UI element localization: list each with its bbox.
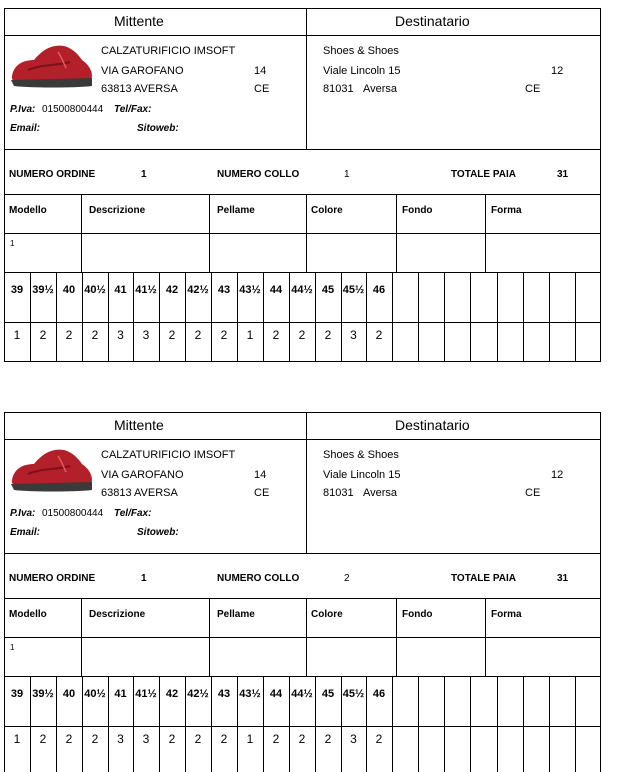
column-fondo: Fondo xyxy=(402,205,433,216)
email-label: Email: xyxy=(10,123,41,134)
quantity-cell: 2 xyxy=(65,328,73,342)
column-forma: Forma xyxy=(491,205,522,216)
column-pellame: Pellame xyxy=(217,205,255,216)
size-cell: 41 xyxy=(114,284,127,296)
quantity-cell: 2 xyxy=(65,732,73,746)
size-cell: 44 xyxy=(269,688,283,700)
column-forma: Forma xyxy=(491,609,522,620)
size-cell: 41½ xyxy=(135,688,157,700)
column-colore: Colore xyxy=(311,205,343,216)
order-number: 1 xyxy=(141,573,147,584)
quantity-cell: 3 xyxy=(142,732,150,746)
piva-value: 01500800444 xyxy=(42,104,104,115)
quantity-cell: 1 xyxy=(13,328,21,342)
size-cell: 39 xyxy=(10,284,24,296)
size-cell: 45½ xyxy=(342,284,365,296)
size-cell: 42 xyxy=(165,688,179,700)
size-cell: 40½ xyxy=(84,284,106,296)
package-label: NUMERO COLLO xyxy=(217,573,300,584)
shipping-label-2 xyxy=(4,412,601,772)
quantity-cell: 3 xyxy=(350,328,357,342)
quantity-cell: 3 xyxy=(142,328,150,342)
sender-province: CE xyxy=(254,487,270,499)
package-number: 2 xyxy=(344,573,350,584)
column-descrizione: Descrizione xyxy=(89,205,146,216)
quantity-cell: 2 xyxy=(39,328,47,342)
size-cell: 43 xyxy=(217,284,231,296)
size-cell: 42½ xyxy=(187,284,209,296)
column-descrizione: Descrizione xyxy=(89,609,146,620)
recipient-city: Aversa xyxy=(363,83,398,95)
sender-header: Mittente xyxy=(114,13,164,29)
size-cell: 43 xyxy=(217,688,231,700)
size-cell: 39½ xyxy=(32,284,54,296)
size-cell: 40½ xyxy=(84,688,106,700)
size-cell: 45 xyxy=(321,284,335,296)
piva-value: 01500800444 xyxy=(42,508,104,519)
recipient-zip: 81031 xyxy=(323,487,354,499)
recipient-name: Shoes & Shoes xyxy=(323,45,399,57)
quantity-cell: 2 xyxy=(298,732,306,746)
column-pellame: Pellame xyxy=(217,609,255,620)
quantity-cell: 2 xyxy=(39,732,47,746)
size-cell: 39½ xyxy=(32,688,54,700)
quantity-cell: 2 xyxy=(194,328,202,342)
sender-company: CALZATURIFICIO IMSOFT xyxy=(101,45,236,57)
size-cell: 45 xyxy=(321,688,335,700)
sender-street-no: 14 xyxy=(254,65,267,77)
quantity-cell: 2 xyxy=(91,328,99,342)
telfax-label: Tel/Fax: xyxy=(114,508,152,519)
sender-header: Mittente xyxy=(114,417,164,433)
sender-street: VIA GAROFANO xyxy=(101,65,184,77)
size-cell: 39 xyxy=(10,688,24,700)
size-cell: 41 xyxy=(114,688,127,700)
email-label: Email: xyxy=(10,527,41,538)
shoe-image xyxy=(8,40,94,96)
size-cell: 46 xyxy=(372,688,386,700)
quantity-cell: 2 xyxy=(168,732,176,746)
total-pairs-value: 31 xyxy=(557,573,569,584)
recipient-header: Destinatario xyxy=(395,417,470,433)
quantity-cell: 2 xyxy=(168,328,176,342)
recipient-street: Viale Lincoln 15 xyxy=(323,469,401,481)
size-cell: 44 xyxy=(269,284,283,296)
sender-street: VIA GAROFANO xyxy=(101,469,184,481)
quantity-cell: 2 xyxy=(91,732,99,746)
quantity-cell: 2 xyxy=(375,328,383,342)
recipient-header: Destinatario xyxy=(395,13,470,29)
size-cell: 43½ xyxy=(239,688,261,700)
size-cell: 44½ xyxy=(291,284,313,296)
size-cell: 42½ xyxy=(187,688,209,700)
sender-zip-city: 63813 AVERSA xyxy=(101,487,178,499)
sender-company: CALZATURIFICIO IMSOFT xyxy=(101,449,236,461)
quantity-cell: 3 xyxy=(117,328,124,342)
shipping-label-1 xyxy=(4,8,601,362)
quantity-cell: 2 xyxy=(272,732,280,746)
size-cell: 41½ xyxy=(135,284,157,296)
size-cell: 40 xyxy=(62,284,76,296)
recipient-zip: 81031 xyxy=(323,83,354,95)
total-pairs-value: 31 xyxy=(557,169,569,180)
size-cell: 44½ xyxy=(291,688,313,700)
quantity-cell: 3 xyxy=(117,732,124,746)
size-cell: 45½ xyxy=(342,688,365,700)
web-label: Sitoweb: xyxy=(137,527,179,538)
sender-zip-city: 63813 AVERSA xyxy=(101,83,178,95)
column-fondo: Fondo xyxy=(402,609,433,620)
recipient-street-no: 12 xyxy=(551,65,564,77)
quantity-cell: 1 xyxy=(246,328,254,342)
size-cell: 40 xyxy=(62,688,76,700)
web-label: Sitoweb: xyxy=(137,123,179,134)
size-cell: 46 xyxy=(372,284,386,296)
quantity-cell: 2 xyxy=(324,732,332,746)
recipient-street-no: 12 xyxy=(551,469,564,481)
quantity-cell: 3 xyxy=(350,732,357,746)
order-label: NUMERO ORDINE xyxy=(9,169,96,180)
quantity-cell: 2 xyxy=(324,328,332,342)
recipient-province: CE xyxy=(525,487,541,499)
quantity-cell: 2 xyxy=(375,732,383,746)
quantity-cell: 2 xyxy=(272,328,280,342)
order-label: NUMERO ORDINE xyxy=(9,573,96,584)
sender-province: CE xyxy=(254,83,270,95)
quantity-cell: 1 xyxy=(13,732,21,746)
size-cell: 43½ xyxy=(239,284,261,296)
shoe-image xyxy=(8,444,94,500)
column-modello: Modello xyxy=(9,609,47,620)
quantity-cell: 2 xyxy=(220,328,228,342)
quantity-cell: 2 xyxy=(220,732,228,746)
total-pairs-label: TOTALE PAIA xyxy=(451,573,516,584)
order-number: 1 xyxy=(141,169,147,180)
model-value: 1 xyxy=(10,239,15,248)
package-number: 1 xyxy=(344,169,350,180)
model-value: 1 xyxy=(10,643,15,652)
quantity-cell: 2 xyxy=(194,732,202,746)
total-pairs-label: TOTALE PAIA xyxy=(451,169,516,180)
piva-label: P.Iva: xyxy=(10,508,36,519)
telfax-label: Tel/Fax: xyxy=(114,104,152,115)
quantity-cell: 1 xyxy=(246,732,254,746)
piva-label: P.Iva: xyxy=(10,104,36,115)
column-modello: Modello xyxy=(9,205,47,216)
column-colore: Colore xyxy=(311,609,343,620)
size-cell: 42 xyxy=(165,284,179,296)
recipient-city: Aversa xyxy=(363,487,398,499)
package-label: NUMERO COLLO xyxy=(217,169,300,180)
quantity-cell: 2 xyxy=(298,328,306,342)
recipient-province: CE xyxy=(525,83,541,95)
recipient-name: Shoes & Shoes xyxy=(323,449,399,461)
recipient-street: Viale Lincoln 15 xyxy=(323,65,401,77)
sender-street-no: 14 xyxy=(254,469,267,481)
